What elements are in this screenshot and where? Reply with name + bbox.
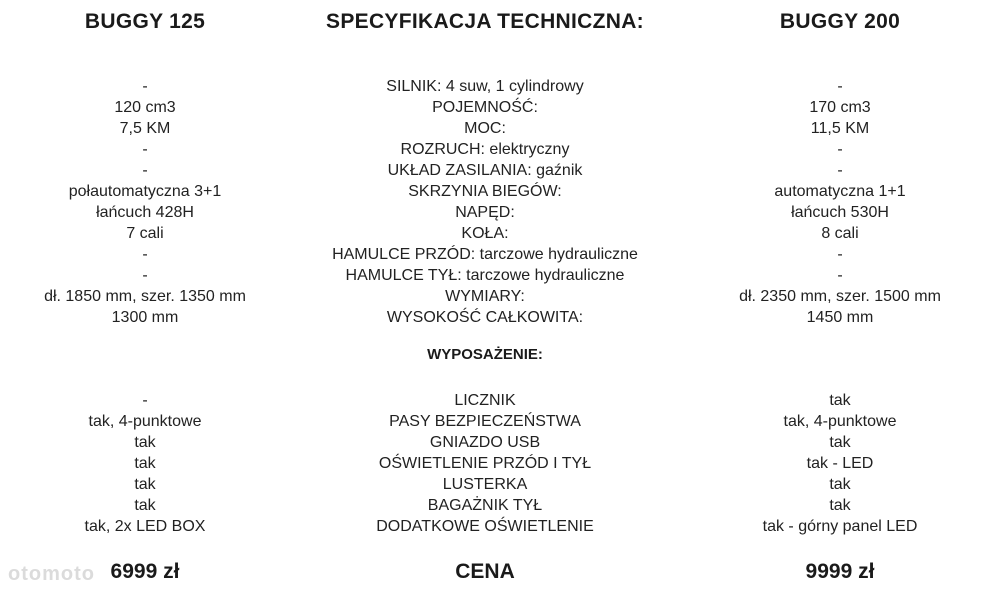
spec-label: SKRZYNIA BIEGÓW: bbox=[408, 183, 562, 200]
equipment-label-list bbox=[290, 390, 680, 537]
spec-value: 11,5 KM bbox=[810, 120, 870, 137]
spec-value: 1300 mm bbox=[111, 309, 179, 326]
equipment-value: tak, 4-punktowe bbox=[783, 413, 897, 430]
equipment-label: OŚWIETLENIE PRZÓD I TYŁ bbox=[378, 455, 592, 472]
equipment-value: tak - LED bbox=[806, 455, 874, 472]
spec-label: WYMIARY: bbox=[445, 288, 525, 305]
spec-label: SILNIK: 4 suw, 1 cylindrowy bbox=[386, 78, 584, 95]
spec-value: 170 cm3 bbox=[809, 99, 871, 116]
equipment-label: PASY BEZPIECZEŃSTWA bbox=[389, 413, 581, 430]
spec-label: MOC: bbox=[464, 120, 506, 137]
spec-value: 120 cm3 bbox=[114, 99, 176, 116]
buggy-125-equipment-list bbox=[0, 390, 290, 537]
spec-value: - bbox=[142, 162, 148, 179]
price-label: CENA bbox=[455, 560, 515, 583]
spec-label: HAMULCE PRZÓD: tarczowe hydrauliczne bbox=[332, 246, 638, 263]
spec-value: 8 cali bbox=[821, 225, 859, 242]
equipment-value: tak bbox=[134, 476, 156, 493]
equipment-value: tak bbox=[134, 434, 156, 451]
equipment-label: DODATKOWE OŚWIETLENIE bbox=[376, 518, 594, 535]
spec-label: UKŁAD ZASILANIA: gaźnik bbox=[387, 162, 583, 179]
equipment-title: WYPOSAŻENIE: bbox=[427, 346, 543, 363]
spec-value: - bbox=[837, 162, 843, 179]
watermark: otomoto bbox=[8, 563, 95, 585]
equipment-value: tak, 4-punktowe bbox=[88, 413, 202, 430]
spec-value: - bbox=[142, 141, 148, 158]
spec-value: dł. 1850 mm, szer. 1350 mm bbox=[44, 288, 246, 305]
spec-value: - bbox=[837, 267, 843, 284]
spec-label: KOŁA: bbox=[461, 225, 509, 242]
equipment-value: tak bbox=[134, 497, 156, 514]
buggy-200-spec-list bbox=[680, 76, 1000, 328]
spec-title: SPECYFIKACJA TECHNICZNA: bbox=[326, 10, 644, 33]
spec-label: WYSOKOŚĆ CAŁKOWITA: bbox=[386, 309, 584, 326]
spec-label: HAMULCE TYŁ: tarczowe hydrauliczne bbox=[345, 267, 625, 284]
spec-value: połautomatyczna 3+1 bbox=[68, 183, 222, 200]
spec-value: - bbox=[837, 78, 843, 95]
buggy-200-equipment-list bbox=[680, 390, 1000, 537]
buggy-200-price: 9999 zł bbox=[805, 560, 875, 583]
spec-label: ROZRUCH: elektryczny bbox=[400, 141, 570, 158]
spec-value: łańcuch 530H bbox=[791, 204, 889, 221]
spec-value: łańcuch 428H bbox=[96, 204, 194, 221]
equipment-value: tak - górny panel LED bbox=[762, 518, 918, 535]
equipment-label: BAGAŻNIK TYŁ bbox=[427, 497, 543, 514]
spec-value: - bbox=[142, 78, 148, 95]
equipment-value: tak bbox=[829, 497, 851, 514]
buggy-125-spec-list bbox=[0, 76, 290, 328]
buggy-200-title: BUGGY 200 bbox=[779, 10, 901, 33]
equipment-label: LICZNIK bbox=[454, 392, 516, 409]
spec-label-list bbox=[290, 76, 680, 328]
equipment-value: tak bbox=[829, 434, 851, 451]
equipment-value: - bbox=[142, 392, 148, 409]
spec-value: 7,5 KM bbox=[119, 120, 171, 137]
spec-value: dł. 2350 mm, szer. 1500 mm bbox=[739, 288, 941, 305]
equipment-value: tak bbox=[829, 392, 851, 409]
buggy-125-price: 6999 zł bbox=[110, 560, 180, 583]
buggy-125-title: BUGGY 125 bbox=[84, 10, 206, 33]
spec-value: - bbox=[837, 246, 843, 263]
equipment-value: tak bbox=[829, 476, 851, 493]
spec-value: automatyczna 1+1 bbox=[774, 183, 906, 200]
equipment-label: GNIAZDO USB bbox=[429, 434, 541, 451]
spec-value: 1450 mm bbox=[806, 309, 874, 326]
spec-value: - bbox=[142, 246, 148, 263]
spec-label: NAPĘD: bbox=[455, 204, 515, 221]
spec-value: - bbox=[142, 267, 148, 284]
spec-label: POJEMNOŚĆ: bbox=[432, 99, 538, 116]
spec-value: - bbox=[837, 141, 843, 158]
equipment-value: tak, 2x LED BOX bbox=[84, 518, 206, 535]
equipment-value: tak bbox=[134, 455, 156, 472]
spec-value: 7 cali bbox=[126, 225, 164, 242]
equipment-label: LUSTERKA bbox=[442, 476, 528, 493]
